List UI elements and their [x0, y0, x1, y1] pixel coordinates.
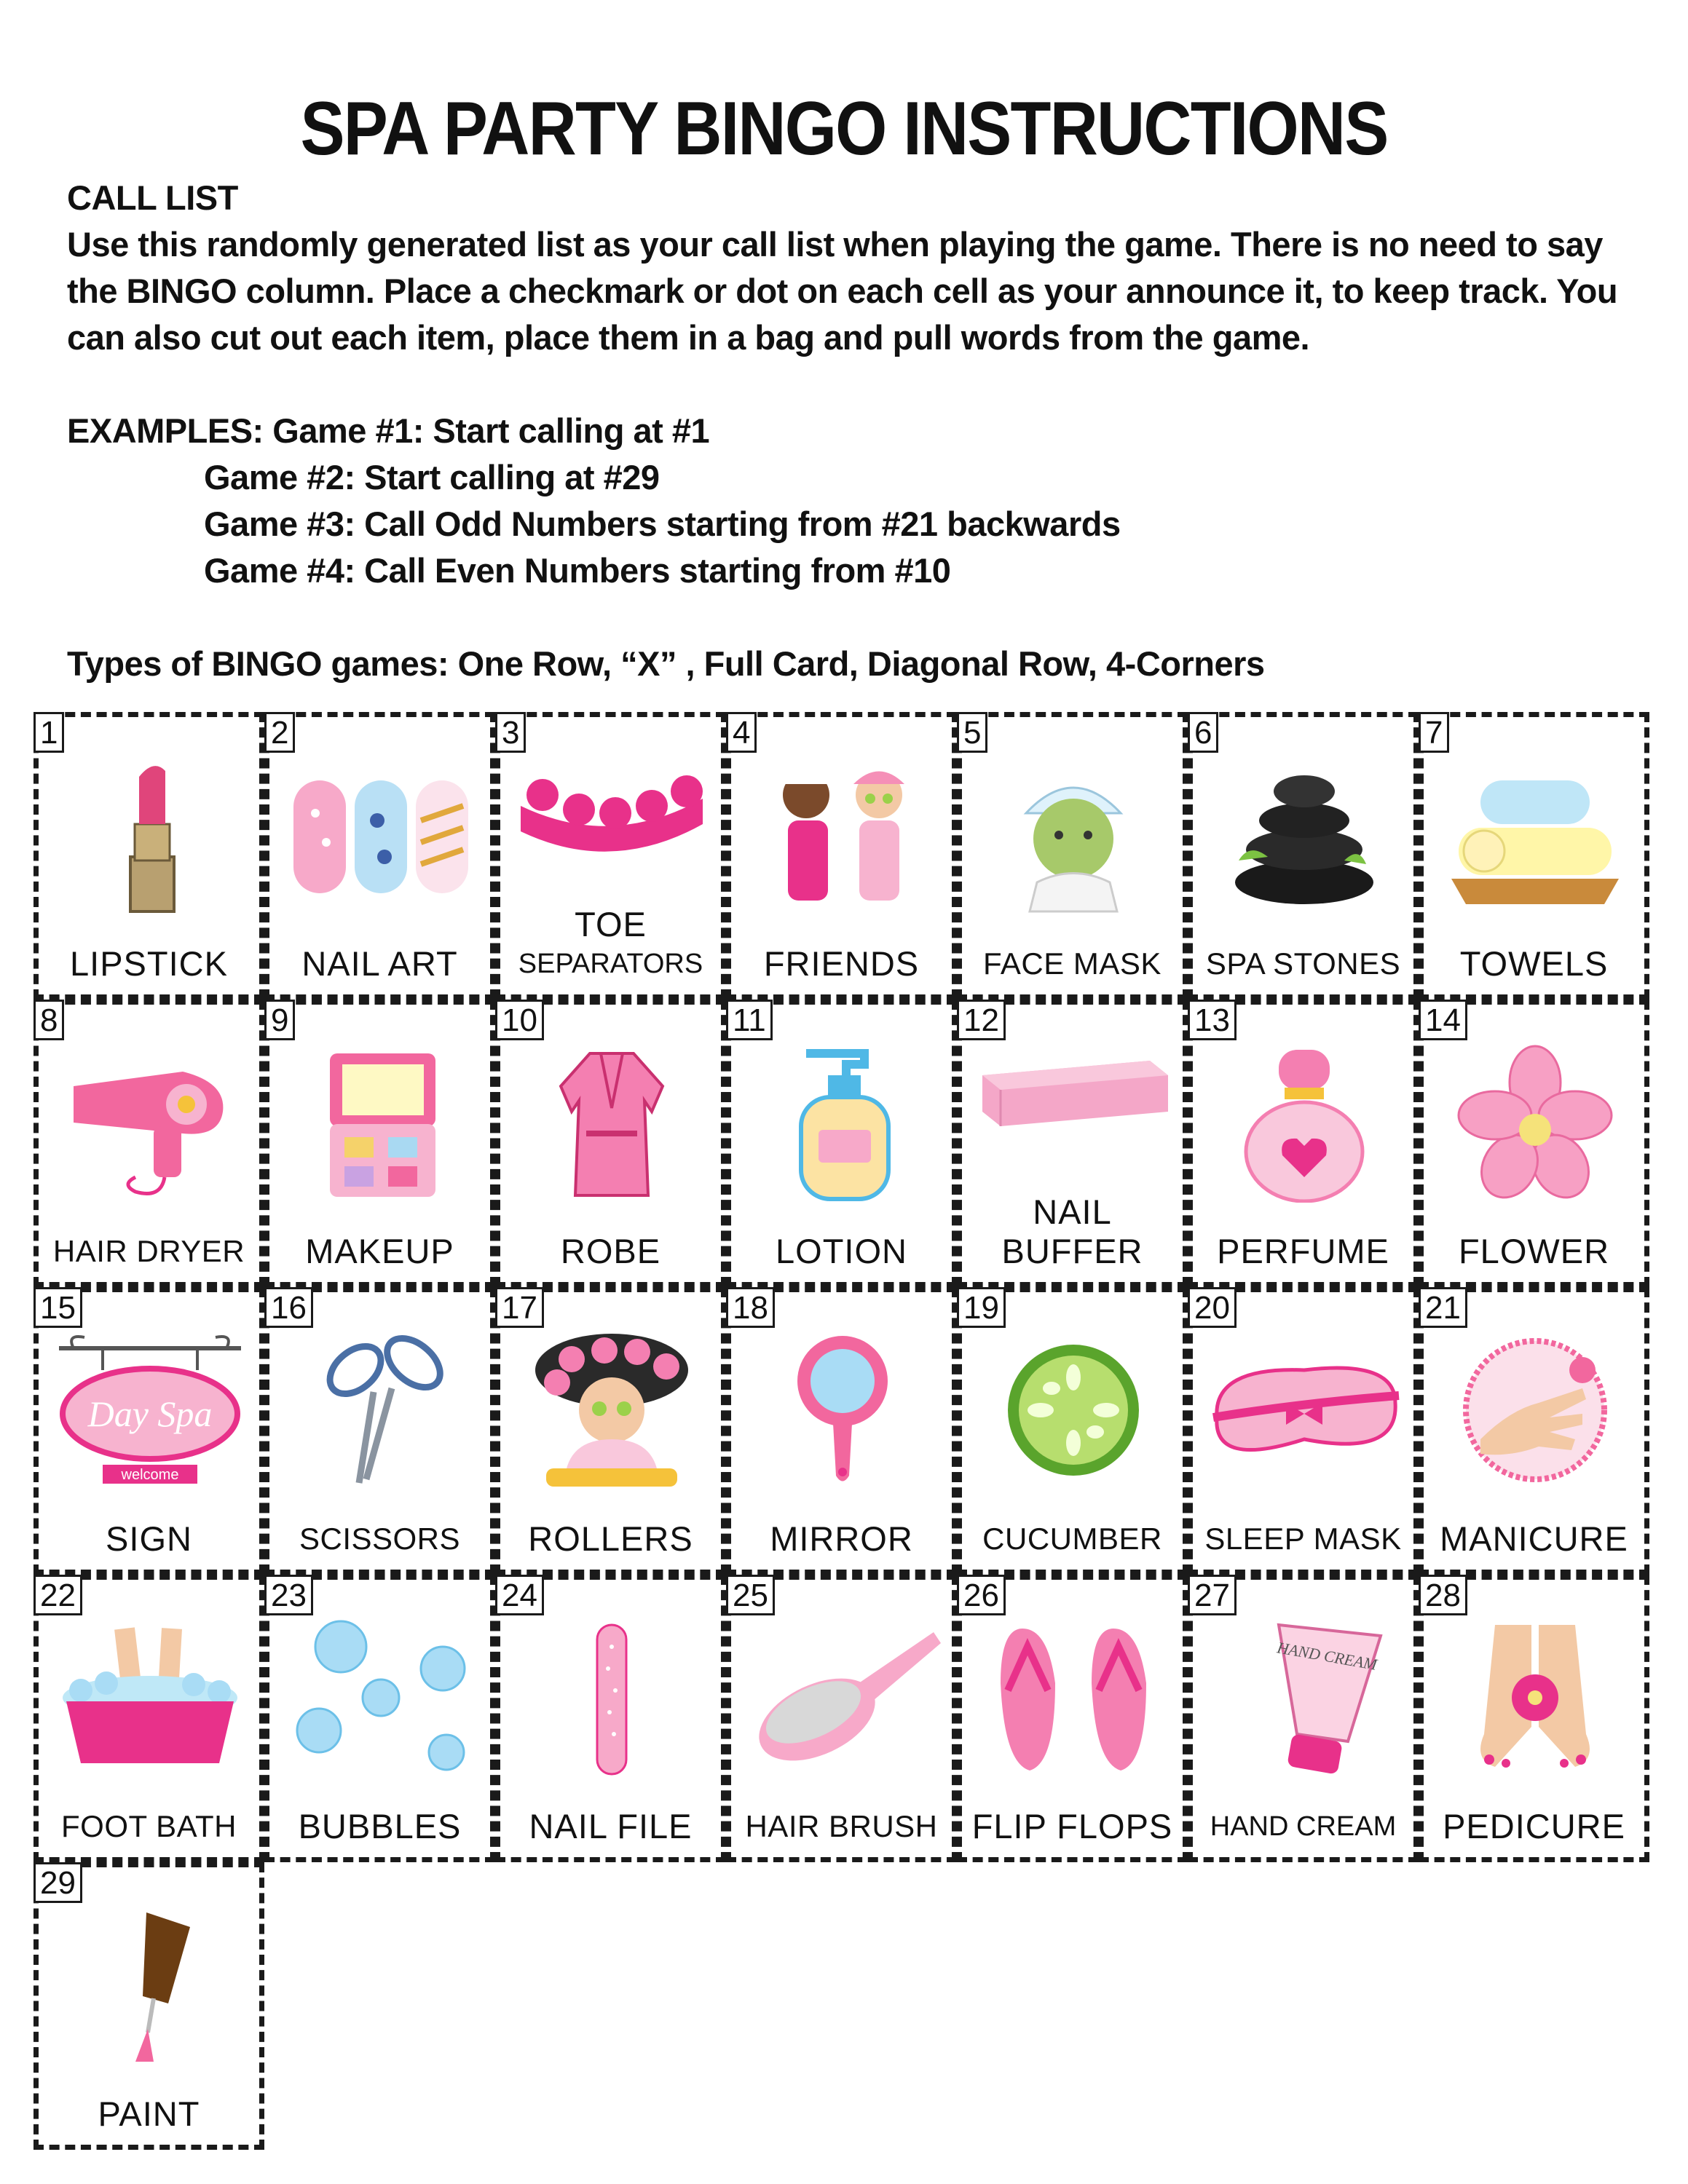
- cell-label-line-1: TOE: [575, 905, 647, 943]
- cell-label: FLOWER: [1458, 1232, 1610, 1270]
- cell-label: MIRROR: [770, 1519, 913, 1558]
- cell-label: BUBBLES: [298, 1807, 462, 1845]
- example-line-3: Game #3: Call Odd Numbers starting from #21 backwards: [204, 505, 1121, 543]
- nail-buffer-icon: [968, 1042, 1179, 1203]
- towels-icon: [1429, 755, 1641, 915]
- cell-number: 24: [495, 1575, 544, 1615]
- perfume-icon: [1199, 1042, 1410, 1203]
- cell-number: 10: [495, 1000, 544, 1040]
- page-title: SPA PARTY BINGO INSTRUCTIONS: [300, 87, 1388, 171]
- bingo-cell: [33, 1575, 264, 1862]
- sign-subtext: welcome: [121, 1467, 179, 1483]
- bingo-cell: [1419, 1575, 1649, 1862]
- call-list-heading: CALL LIST: [67, 178, 238, 217]
- makeup-palette-icon: [275, 1042, 486, 1203]
- bingo-cell: [495, 712, 726, 1000]
- cell-number: 12: [957, 1000, 1006, 1040]
- bingo-cell: [264, 1000, 495, 1287]
- instructions: [67, 175, 1640, 687]
- robe-icon: [506, 1042, 717, 1203]
- flip-flops-icon: [968, 1618, 1179, 1778]
- bingo-cell: [33, 1000, 264, 1287]
- cell-label: PERFUME: [1217, 1232, 1389, 1270]
- cell-label: FACE MASK: [983, 946, 1162, 981]
- cell-number: 27: [1188, 1575, 1237, 1615]
- cell-label: ROLLERS: [528, 1519, 693, 1558]
- cell-label: NAIL ART: [301, 944, 458, 983]
- cell-number: 28: [1419, 1575, 1467, 1615]
- cell-number: 26: [957, 1575, 1006, 1615]
- bingo-cell: [726, 712, 957, 1000]
- bingo-cell: [264, 712, 495, 1000]
- cell-number: 8: [33, 1000, 64, 1040]
- bubbles-icon: [275, 1618, 486, 1778]
- bingo-cell: [495, 1575, 726, 1862]
- sign-text: Day Spa: [87, 1393, 213, 1434]
- cell-number: 6: [1188, 712, 1218, 753]
- bingo-game-types: Types of BINGO games: One Row, “X” , Full Card, Diagonal Row, 4-Corners: [67, 644, 1265, 683]
- cell-label: HAIR BRUSH: [745, 1809, 938, 1843]
- cell-number: 4: [726, 712, 757, 753]
- cell-number: 20: [1188, 1287, 1237, 1328]
- cell-number: 7: [1419, 712, 1449, 753]
- example-line-1: EXAMPLES: Game #1: Start calling at #1: [67, 411, 710, 450]
- cell-label: SPA STONES: [1205, 946, 1401, 981]
- lotion-bottle-icon: [737, 1042, 948, 1203]
- bingo-cell: [33, 1287, 264, 1575]
- cell-label-line-1: NAIL: [1033, 1192, 1112, 1231]
- cell-label: CUCUMBER: [982, 1522, 1162, 1556]
- cell-label: SCISSORS: [299, 1522, 461, 1556]
- bingo-cell: [726, 1287, 957, 1575]
- bingo-cell: [957, 1000, 1188, 1287]
- bingo-cell: [957, 1575, 1188, 1862]
- face-mask-icon: [968, 755, 1179, 915]
- cell-label: HAIR DRYER: [52, 1234, 245, 1268]
- cell-number: 18: [726, 1287, 775, 1328]
- cell-number: 19: [957, 1287, 1006, 1328]
- bingo-cell: [495, 1287, 726, 1575]
- cell-label: FRIENDS: [763, 944, 920, 983]
- cell-label: HAND CREAM: [1210, 1811, 1397, 1842]
- cell-label: FLIP FLOPS: [971, 1807, 1173, 1845]
- bingo-cell: [1419, 1000, 1649, 1287]
- flower-icon: [1429, 1042, 1641, 1203]
- hair-brush-icon: [737, 1618, 948, 1778]
- cucumber-icon: [968, 1330, 1179, 1490]
- bingo-cell: [726, 1000, 957, 1287]
- bingo-cell: [1419, 712, 1649, 1000]
- cell-number: 2: [264, 712, 295, 753]
- cell-label: SLEEP MASK: [1204, 1522, 1402, 1556]
- bingo-cell: [957, 1287, 1188, 1575]
- cell-label: LOTION: [776, 1232, 907, 1270]
- bingo-cell: [1188, 712, 1419, 1000]
- nail-polish-brush-icon: [44, 1905, 256, 2065]
- nail-file-icon: [506, 1618, 717, 1778]
- foot-bath-icon: [44, 1618, 256, 1778]
- cell-label: MAKEUP: [305, 1232, 454, 1270]
- cell-label: NAIL FILE: [529, 1807, 693, 1845]
- tube-text: HAND CREAM: [1275, 1638, 1379, 1674]
- bingo-cell: [1188, 1287, 1419, 1575]
- cell-label-line-2: SEPARATORS: [518, 949, 703, 979]
- bingo-cell: [1188, 1000, 1419, 1287]
- cell-number: 14: [1419, 1000, 1467, 1040]
- spa-stones-icon: [1199, 755, 1410, 915]
- bingo-cell: [264, 1575, 495, 1862]
- cell-number: 25: [726, 1575, 775, 1615]
- cell-label: PEDICURE: [1443, 1807, 1625, 1845]
- bingo-cell: [33, 712, 264, 1000]
- cell-label: MANICURE: [1440, 1519, 1628, 1558]
- hand-mirror-icon: [737, 1330, 948, 1490]
- scissors-icon: [275, 1330, 486, 1490]
- cell-number: 9: [264, 1000, 295, 1040]
- call-list-text: Use this randomly generated list as your call list when playing the game. There is no need to say the BINGO column. Place a checkmark or dot on each cell as your announce it, to keep track. You can also cut out each item, place them in a bag and pull words from the game.: [67, 225, 1618, 357]
- bingo-cell: [33, 1862, 264, 2150]
- cell-number: 1: [33, 712, 64, 753]
- bingo-cell: [726, 1575, 957, 1862]
- toe-separator-icon: [506, 755, 717, 915]
- cell-number: 15: [33, 1287, 82, 1328]
- cell-number: 17: [495, 1287, 544, 1328]
- cell-number: 11: [726, 1000, 773, 1040]
- cell-label: SIGN: [106, 1519, 192, 1558]
- friends-icon: [737, 755, 948, 915]
- cell-label: FOOT BATH: [61, 1809, 237, 1843]
- bingo-cell: [495, 1000, 726, 1287]
- cell-number: 29: [33, 1862, 82, 1903]
- hair-dryer-icon: [44, 1042, 256, 1203]
- cell-label-line-2: BUFFER: [1001, 1232, 1143, 1270]
- lipstick-icon: [44, 755, 256, 915]
- example-line-4: Game #4: Call Even Numbers starting from #10: [204, 551, 951, 590]
- cell-label: PAINT: [98, 2094, 200, 2133]
- pedicure-icon: [1429, 1618, 1641, 1778]
- bingo-cell: [264, 1287, 495, 1575]
- cell-label: TOWELS: [1459, 944, 1609, 983]
- cell-label: ROBE: [560, 1232, 661, 1270]
- rollers-icon: [506, 1330, 717, 1490]
- cell-number: 13: [1188, 1000, 1237, 1040]
- bingo-cell: [1188, 1575, 1419, 1862]
- cell-label: LIPSTICK: [70, 944, 228, 983]
- cell-number: 3: [495, 712, 526, 753]
- manicure-icon: [1429, 1330, 1641, 1490]
- nail-art-icon: [275, 755, 486, 915]
- cell-number: 23: [264, 1575, 313, 1615]
- cell-number: 5: [957, 712, 987, 753]
- cell-number: 16: [264, 1287, 313, 1328]
- day-spa-sign-icon: [44, 1330, 256, 1490]
- bingo-cell: [957, 712, 1188, 1000]
- sleep-mask-icon: [1199, 1330, 1410, 1490]
- bingo-cell: [1419, 1287, 1649, 1575]
- hand-cream-icon: [1199, 1618, 1410, 1778]
- example-line-2: Game #2: Start calling at #29: [204, 458, 660, 496]
- cell-number: 21: [1419, 1287, 1467, 1328]
- cell-number: 22: [33, 1575, 82, 1615]
